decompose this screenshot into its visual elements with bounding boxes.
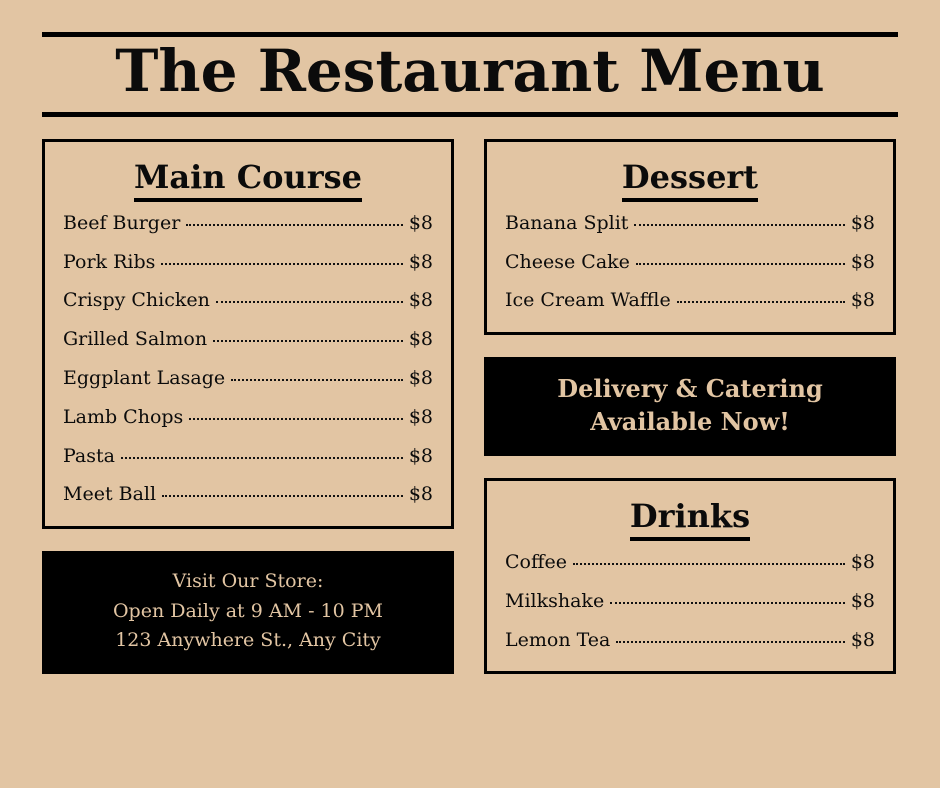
spacer	[484, 456, 896, 478]
item-price: $8	[408, 444, 433, 467]
item-name: Meet Ball	[63, 483, 157, 506]
item-name: Ice Cream Waffle	[505, 289, 671, 312]
item-name: Banana Split	[505, 211, 629, 234]
item-price: $8	[850, 211, 875, 234]
dessert-card	[484, 139, 896, 335]
drinks-heading-text: Drinks	[630, 497, 750, 541]
leader-dots	[616, 641, 844, 643]
left-column	[42, 139, 454, 674]
list-item	[63, 406, 433, 429]
item-price: $8	[408, 405, 433, 428]
item-name: Pasta	[63, 444, 115, 467]
leader-dots	[121, 457, 403, 459]
leader-dots	[213, 340, 403, 342]
item-price: $8	[850, 589, 875, 612]
leader-dots	[189, 418, 403, 420]
leader-dots	[636, 263, 845, 265]
right-column	[484, 139, 896, 675]
list-item	[505, 590, 875, 613]
dessert-heading-text: Dessert	[622, 158, 758, 202]
list-item	[63, 445, 433, 468]
item-price: $8	[408, 328, 433, 351]
leader-dots	[634, 224, 844, 226]
catering-banner	[484, 357, 896, 456]
leader-dots	[162, 495, 403, 497]
item-price: $8	[850, 628, 875, 651]
item-name: Lemon Tea	[505, 628, 611, 651]
catering-line-2: Available Now!	[590, 406, 790, 436]
leader-dots	[216, 301, 403, 303]
item-name: Cheese Cake	[505, 250, 630, 273]
list-item	[63, 367, 433, 390]
store-info-line-3: 123 Anywhere St., Any City	[115, 629, 381, 652]
main-course-heading	[63, 158, 433, 196]
list-item	[63, 328, 433, 351]
item-name: Eggplant Lasage	[63, 367, 226, 390]
store-info-line-2: Open Daily at 9 AM - 10 PM	[112, 599, 383, 622]
page-title: The Restaurant Menu	[115, 37, 825, 105]
item-name: Lamb Chops	[63, 405, 184, 428]
item-name: Beef Burger	[63, 211, 181, 234]
item-name: Milkshake	[505, 589, 605, 612]
list-item	[63, 251, 433, 274]
list-item	[505, 551, 875, 574]
drinks-heading	[505, 497, 875, 535]
item-price: $8	[408, 211, 433, 234]
list-item	[505, 629, 875, 652]
leader-dots	[610, 602, 845, 604]
list-item	[505, 212, 875, 235]
list-item	[505, 251, 875, 274]
catering-line-1: Delivery & Catering	[557, 374, 823, 404]
item-price: $8	[850, 250, 875, 273]
dessert-heading	[505, 158, 875, 196]
item-price: $8	[850, 551, 875, 574]
item-name: Grilled Salmon	[63, 328, 208, 351]
leader-dots	[186, 224, 403, 226]
leader-dots	[231, 379, 403, 381]
list-item	[505, 289, 875, 312]
item-price: $8	[850, 289, 875, 312]
leader-dots	[677, 301, 845, 303]
item-name: Pork Ribs	[63, 250, 156, 273]
item-name: Coffee	[505, 551, 567, 574]
item-price: $8	[408, 289, 433, 312]
item-price: $8	[408, 367, 433, 390]
main-course-heading-text: Main Course	[134, 158, 362, 202]
item-price: $8	[408, 250, 433, 273]
list-item	[63, 212, 433, 235]
list-item	[63, 483, 433, 506]
store-info-line-1: Visit Our Store:	[172, 570, 324, 593]
list-item	[63, 289, 433, 312]
store-info-banner	[42, 551, 454, 673]
item-name: Crispy Chicken	[63, 289, 210, 312]
leader-dots	[161, 263, 402, 265]
leader-dots	[573, 563, 845, 565]
main-course-card	[42, 139, 454, 529]
item-price: $8	[408, 483, 433, 506]
menu-columns	[42, 139, 898, 675]
menu-title-block	[42, 32, 898, 117]
drinks-card	[484, 478, 896, 674]
